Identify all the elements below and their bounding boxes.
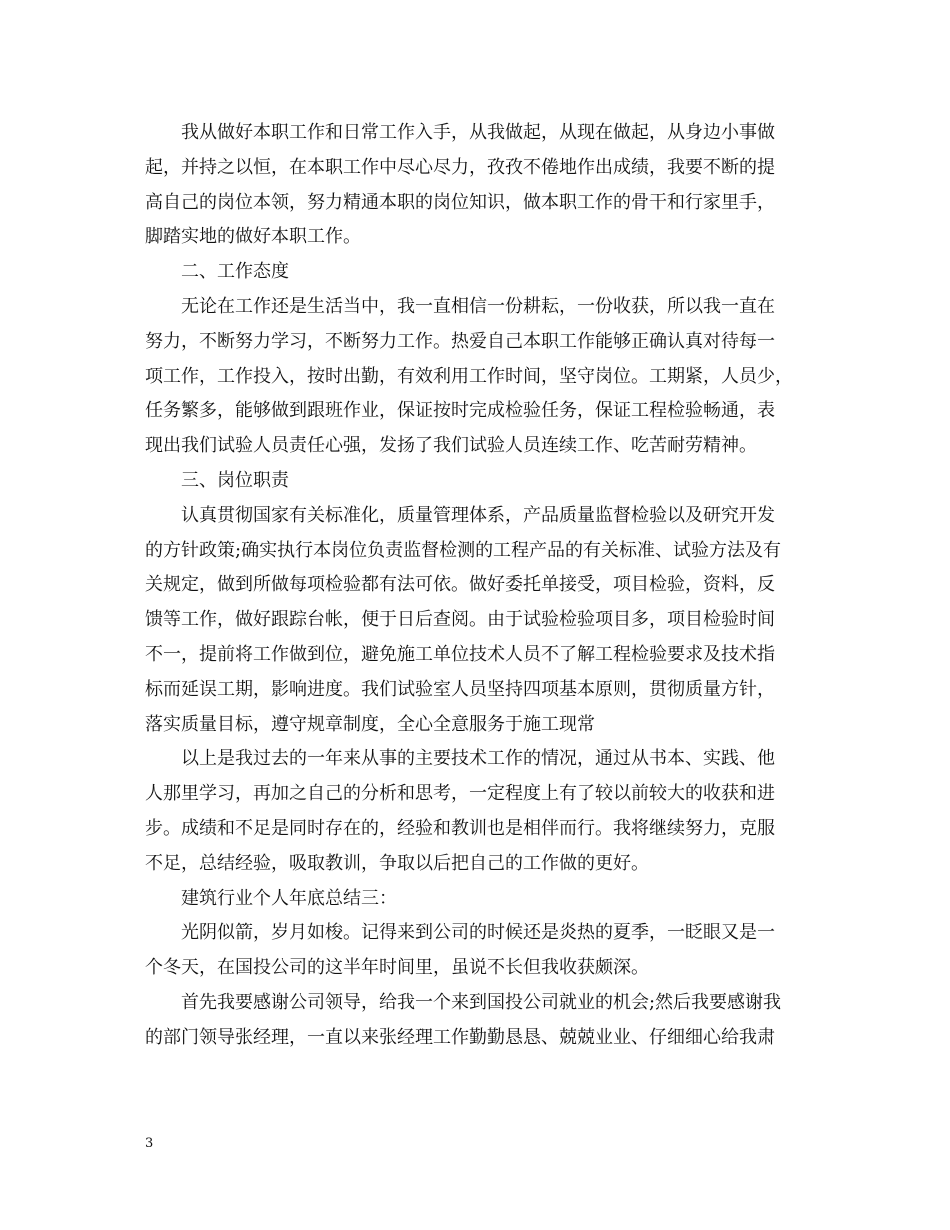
document-body xyxy=(145,116,805,1056)
paragraph-line: 人那里学习，再加之自己的分析和思考，一定程度上有了较以前较大的收获和进 xyxy=(145,783,775,805)
paragraph-line: 我从做好本职工作和日常工作入手，从我做起，从现在做起，从身边小事做 xyxy=(181,122,775,143)
paragraph-line: 认真贯彻国家有关标准化，质量管理体系，产品质量监督检验以及研究开发 xyxy=(181,504,775,526)
paragraph-line: 馈等工作，做好跟踪台帐，便于日后查阅。由于试验检验项目多，项目检验时间 xyxy=(145,609,775,631)
paragraph-line: 步。成绩和不足是同时存在的，经验和教训也是相伴而行。我将继续努力，克服 xyxy=(145,817,775,839)
paragraph-line: 起，并持之以恒，在本职工作中尽心尽力，孜孜不倦地作出成绩，我要不断的提 xyxy=(145,156,775,178)
page-number: 3 xyxy=(145,1136,154,1151)
paragraph-line: 标而延误工期，影响进度。我们试验室人员坚持四项基本原则，贯彻质量方针， xyxy=(145,678,775,700)
paragraph-line: 努力，不断努力学习，不断努力工作。热爱自己本职工作能够正确认真对待每一 xyxy=(145,330,775,352)
paragraph-line: 落实质量目标，遵守规章制度，全心全意服务于施工现常 xyxy=(145,713,595,735)
section-heading: 二、工作态度 xyxy=(181,261,289,283)
paragraph-line: 任务繁多，能够做到跟班作业，保证按时完成检验任务，保证工程检验畅通，表 xyxy=(145,400,775,422)
paragraph-line: 的方针政策;确实执行本岗位负责监督检测的工程产品的有关标准、试验方法及有 xyxy=(145,539,782,561)
paragraph-line: 现出我们试验人员责任心强，发扬了我们试验人员连续工作、吃苦耐劳精神。 xyxy=(145,435,757,457)
section-heading: 建筑行业个人年底总结三： xyxy=(181,887,397,909)
paragraph-line: 个冬天，在国投公司的这半年时间里，虽说不长但我收获颇深。 xyxy=(145,957,649,979)
paragraph-line: 不足，总结经验，吸取教训，争取以后把自己的工作做的更好。 xyxy=(145,852,649,874)
paragraph-line: 不一，提前将工作做到位，避免施工单位技术人员不了解工程检验要求及技术指 xyxy=(145,643,775,665)
paragraph-line: 脚踏实地的做好本职工作。 xyxy=(145,226,361,248)
paragraph-line: 项工作，工作投入，按时出勤，有效利用工作时间，坚守岗位。工期紧，人员少， xyxy=(145,365,793,387)
paragraph-line: 关规定，做到所做每项检验都有法可依。做好委托单接受，项目检验，资料，反 xyxy=(145,574,775,596)
paragraph-line: 光阴似箭，岁月如梭。记得来到公司的时候还是炎热的夏季，一眨眼又是一 xyxy=(181,922,775,944)
paragraph-line: 高自己的岗位本领，努力精通本职的岗位知识，做本职工作的骨干和行家里手， xyxy=(145,191,775,213)
paragraph-line: 以上是我过去的一年来从事的主要技术工作的情况，通过从书本、实践、他 xyxy=(181,748,775,770)
paragraph-line: 首先我要感谢公司领导，给我一个来到国投公司就业的机会;然后我要感谢我 xyxy=(181,991,782,1013)
paragraph-line: 的部门领导张经理，一直以来张经理工作勤勤恳恳、兢兢业业、仔细细心给我肃 xyxy=(145,1026,775,1048)
paragraph-line: 无论在工作还是生活当中，我一直相信一份耕耘，一份收获，所以我一直在 xyxy=(181,295,775,317)
section-heading: 三、岗位职责 xyxy=(181,469,289,491)
